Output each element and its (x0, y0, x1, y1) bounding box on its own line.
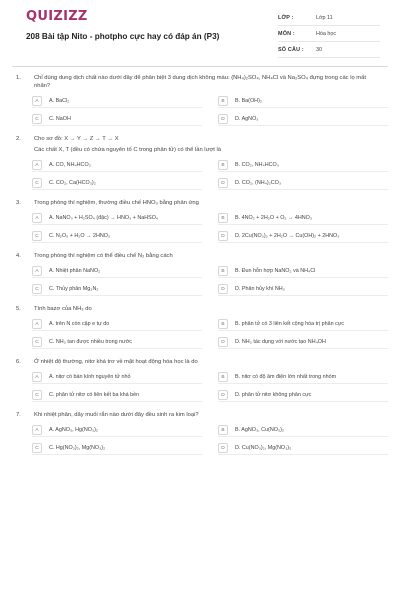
question-header (12, 135, 388, 143)
option-text: D. CO₂, (NH₄)₂CO₃ (235, 180, 282, 186)
option-letter-box: D (218, 231, 228, 241)
question-block (12, 135, 388, 190)
answer-option[interactable] (32, 371, 202, 384)
option-text: D. AgNO₃ (235, 116, 259, 122)
meta-value: Hóa học (316, 30, 337, 37)
option-letter-box: B (218, 319, 228, 329)
question-number: 4. (16, 253, 21, 259)
option-text: C. Thủy phân Mg₃N₂ (49, 286, 99, 292)
option-text: A. Nhiệt phân NaNO₂ (49, 268, 101, 274)
option-letter-box: A (32, 213, 42, 223)
answer-option[interactable] (218, 113, 388, 126)
worksheet-title: 208 Bài tập Nito - photpho cực hay có đáp án (P3) (26, 32, 220, 41)
answer-option[interactable] (218, 265, 388, 278)
option-letter-box: A (32, 372, 42, 382)
option-text: B. CO₂, NH₄HCO₃ (235, 162, 279, 168)
question-header (12, 358, 388, 366)
option-letter-box: A (32, 160, 42, 170)
question-text: Tính bazơ của NH₃ do (34, 306, 92, 312)
answer-option[interactable] (218, 159, 388, 172)
option-letter-box: D (218, 390, 228, 400)
answer-option[interactable] (32, 389, 202, 402)
meta-row-subject (278, 26, 380, 42)
option-text: C. phân tử nitơ có liên kết ba khá bền (49, 392, 140, 398)
answer-option[interactable] (32, 318, 202, 331)
question-list (12, 74, 388, 464)
question-text: Trong phòng thí nghiệm có thể điều chế N₂ bằng cách (34, 253, 173, 259)
option-letter-box: D (218, 114, 228, 124)
question-header (12, 74, 388, 90)
option-text: C. CO₂, Ca(HCO₃)₂ (49, 180, 96, 186)
answer-option[interactable] (32, 177, 202, 190)
answer-options (12, 371, 388, 402)
option-letter-box: D (218, 443, 228, 453)
option-text: B. 4NO₂ + 2H₂O + O₂ → 4HNO₃ (235, 215, 313, 221)
answer-options (12, 265, 388, 296)
answer-option[interactable] (32, 95, 202, 108)
answer-option[interactable] (32, 230, 202, 243)
option-text: D. NH₃ tác dụng với nước tạo NH₄OH (235, 339, 326, 345)
option-text: B. Đun hỗn hợp NaNO₂ và NH₄Cl (235, 268, 316, 274)
answer-option[interactable] (218, 318, 388, 331)
meta-table (278, 10, 380, 58)
option-letter-box: C (32, 337, 42, 347)
answer-options (12, 159, 388, 190)
answer-option[interactable] (218, 424, 388, 437)
option-text: A. nitơ có bán kính nguyên tử nhỏ (49, 374, 131, 380)
option-text: A. CO, NH₄HCO₃ (49, 162, 91, 168)
question-header (12, 305, 388, 313)
question-number: 5. (16, 306, 21, 312)
meta-value: Lớp 11 (316, 14, 333, 21)
question-text: Trong phòng thí nghiệm, thường điều chế HNO₃ bằng phản ứng (34, 200, 199, 206)
option-text: A. NaNO₃ + H₂SO₄ (đặc) → HNO₃ + NaHSO₄ (49, 215, 159, 221)
option-text: C. N₂O₅ + H₂O → 2HNO₃ (49, 233, 111, 239)
option-letter-box: B (218, 96, 228, 106)
option-letter-box: B (218, 266, 228, 276)
option-letter-box: B (218, 372, 228, 382)
option-text: C. Hg(NO₃)₂, Mg(NO₃)₂ (49, 445, 106, 451)
option-text: D. Cu(NO₃)₂, Mg(NO₃)₂ (235, 445, 292, 451)
option-text: C. NaOH (49, 116, 71, 122)
option-text: C. NH₃ tan được nhiều trong nước (49, 339, 133, 345)
option-letter-box: C (32, 443, 42, 453)
meta-row-count (278, 42, 380, 58)
worksheet-header (12, 0, 388, 62)
option-text: B. Ba(OH)₂ (235, 98, 262, 104)
question-number: 2. (16, 136, 21, 142)
question-text: Cho sơ đồ: X → Y → Z → T → X (34, 136, 119, 142)
question-number: 1. (16, 75, 21, 81)
answer-option[interactable] (32, 212, 202, 225)
meta-key: MÔN : (278, 30, 295, 37)
option-letter-box: C (32, 231, 42, 241)
question-number: 3. (16, 200, 21, 206)
answer-option[interactable] (218, 283, 388, 296)
answer-option[interactable] (32, 424, 202, 437)
option-text: B. phân tử có 3 liên kết cộng hóa trị phân cực (235, 321, 345, 327)
answer-option[interactable] (32, 283, 202, 296)
answer-option[interactable] (218, 212, 388, 225)
option-text: D. phân tử nitơ không phân cực (235, 392, 312, 398)
option-letter-box: A (32, 425, 42, 435)
option-letter-box: C (32, 114, 42, 124)
option-letter-box: C (32, 178, 42, 188)
option-letter-box: B (218, 160, 228, 170)
question-block (12, 252, 388, 296)
option-letter-box: B (218, 425, 228, 435)
answer-option[interactable] (218, 336, 388, 349)
question-number: 6. (16, 359, 21, 365)
answer-option[interactable] (32, 265, 202, 278)
option-letter-box: C (32, 284, 42, 294)
question-number: 7. (16, 412, 21, 418)
answer-option[interactable] (32, 113, 202, 126)
answer-option[interactable] (32, 442, 202, 455)
answer-option[interactable] (32, 336, 202, 349)
meta-value: 30 (316, 46, 322, 53)
answer-option[interactable] (218, 442, 388, 455)
option-letter-box: D (218, 284, 228, 294)
answer-options (12, 318, 388, 349)
question-text: Khi nhiệt phân, dãy muối rắn nào dưới đây đều sinh ra kim loại? (34, 412, 199, 418)
option-letter-box: D (218, 337, 228, 347)
option-letter-box: A (32, 96, 42, 106)
meta-key: LỚP : (278, 14, 294, 21)
question-block (12, 411, 388, 455)
question-header (12, 252, 388, 260)
meta-row-grade (278, 10, 380, 26)
option-text: D. 2Cu(NO₃)₂ + 2H₂O → Cu(OH)₂ + 2HNO₃ (235, 233, 340, 239)
option-text: D. Phân hủy khí NH₃ (235, 286, 285, 292)
question-text: Chỉ dùng dung dịch chất nào dưới đây để phân biệt 3 dung dịch không màu: (NH₄)₂SO₄, NH₄Cl và Na₂SO₄ đựng trong các lọ mất nhãn? (34, 75, 366, 89)
question-text: Ở nhiệt độ thường, nitơ khá trơ về mặt hoạt động hóa học là do (34, 359, 198, 365)
quizizz-logo: QUIZIZZ (26, 9, 88, 24)
answer-options (12, 424, 388, 455)
answer-options (12, 95, 388, 126)
option-letter-box: A (32, 319, 42, 329)
option-text: A. trên N còn cặp e tự do (49, 321, 110, 327)
answer-option[interactable] (218, 230, 388, 243)
answer-option[interactable] (32, 159, 202, 172)
answer-options (12, 212, 388, 243)
answer-option[interactable] (218, 95, 388, 108)
option-letter-box: A (32, 266, 42, 276)
option-text: A. BaCl₂ (49, 98, 70, 104)
answer-option[interactable] (218, 177, 388, 190)
question-header (12, 199, 388, 207)
option-letter-box: D (218, 178, 228, 188)
question-header (12, 411, 388, 419)
option-letter-box: C (32, 390, 42, 400)
question-subtext: Các chất X, T (đều có chứa nguyên tố C trong phân tử) có thể lần lượt là (34, 147, 221, 153)
meta-key: SỐ CÂU : (278, 46, 304, 53)
header-divider (12, 66, 388, 67)
question-block (12, 305, 388, 349)
option-text: A. AgNO₃, Hg(NO₃)₂ (49, 427, 99, 433)
option-text: B. nitơ có độ âm điện lớn nhất trong nhóm (235, 374, 337, 380)
option-text: B. AgNO₃, Cu(NO₃)₂ (235, 427, 285, 433)
option-letter-box: B (218, 213, 228, 223)
question-block (12, 358, 388, 402)
answer-option[interactable] (218, 389, 388, 402)
question-block (12, 74, 388, 126)
question-block (12, 199, 388, 243)
answer-option[interactable] (218, 371, 388, 384)
